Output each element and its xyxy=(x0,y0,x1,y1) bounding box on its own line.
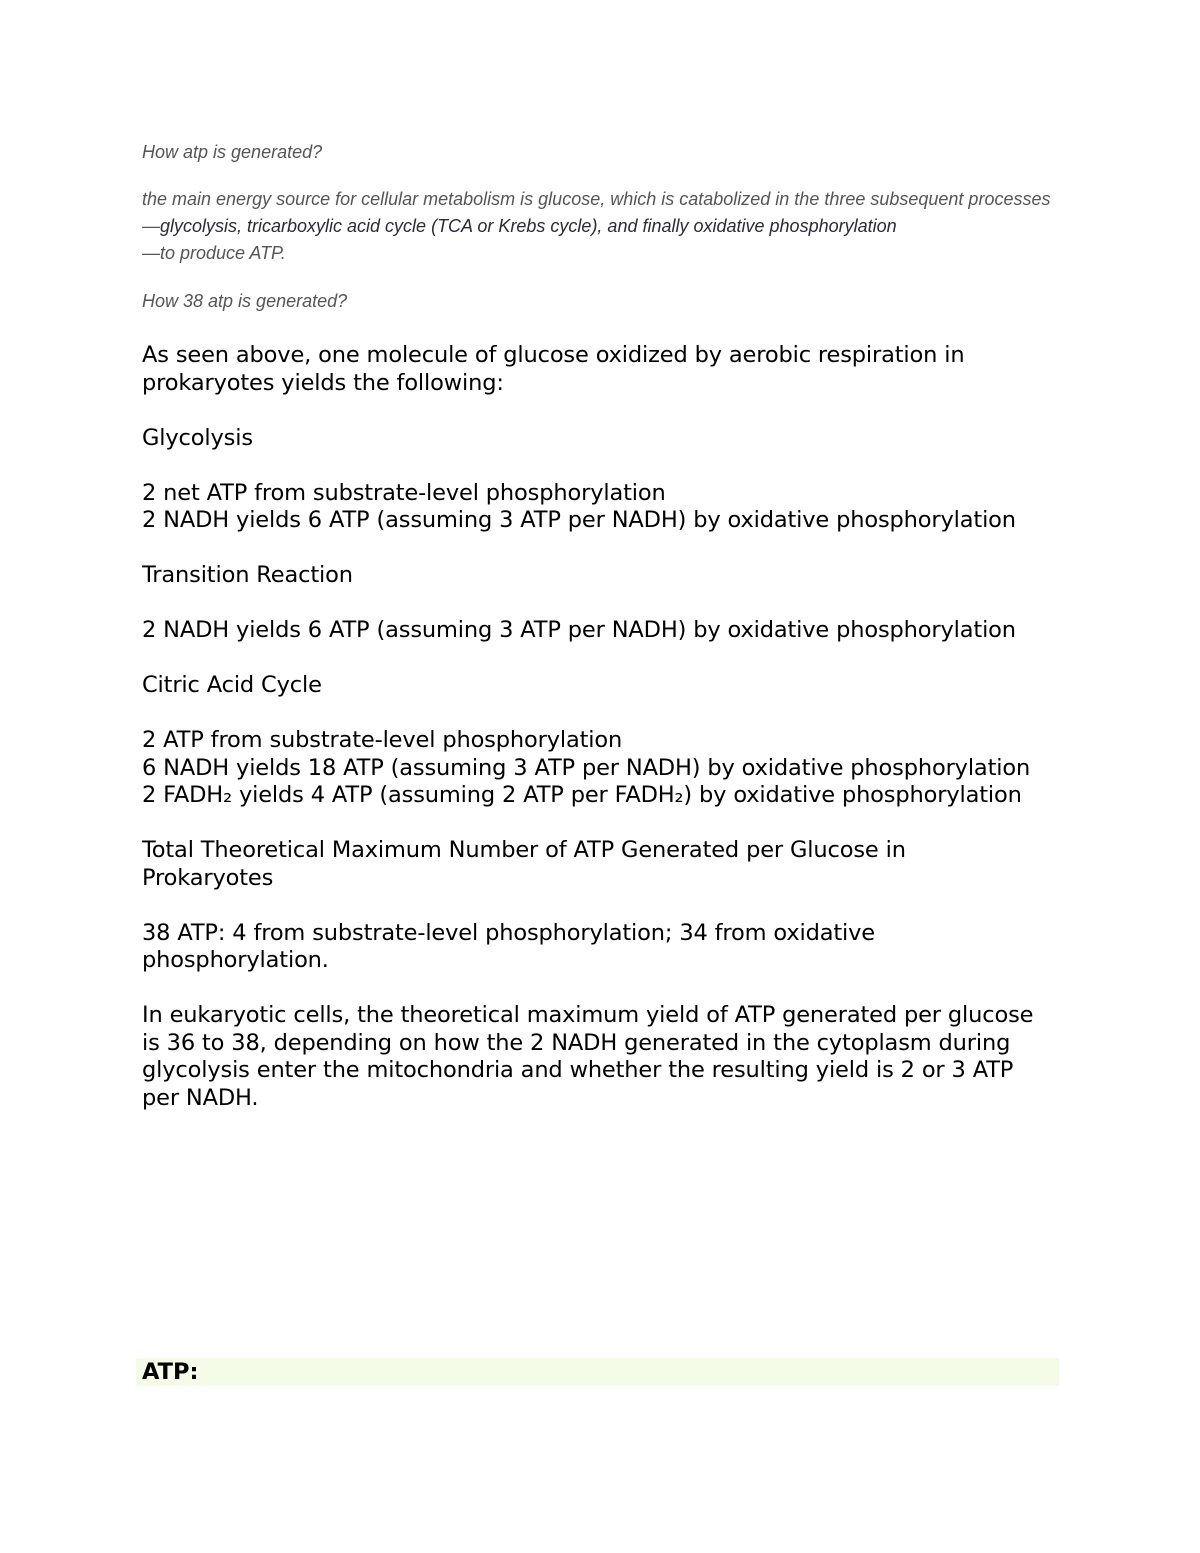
glycolysis-line-1: 2 net ATP from substrate-level phosphorylation xyxy=(142,479,666,506)
citric-block xyxy=(142,727,1042,810)
question-how-atp-generated: How atp is generated? xyxy=(142,142,323,162)
atp-label: ATP: xyxy=(142,1359,199,1385)
transition-heading: Transition Reaction xyxy=(142,562,353,588)
glycolysis-heading: Glycolysis xyxy=(142,424,253,451)
answer-part-2: glycolysis, tricarboxylic acid cycle (TCA or Krebs cycle), and finally oxidative phosphorylation xyxy=(160,216,897,236)
question-how-38-atp-generated: How 38 atp is generated? xyxy=(142,291,348,311)
eukaryotic-paragraph: In eukaryotic cells, the theoretical maximum yield of ATP generated per glucose is 36 to 38, depending on how the 2 NADH generated in the cytoplasm during glycolysis enter the mitochondria and whether the resulting yield is 2 or 3 ATP per NADH. xyxy=(142,1002,1034,1111)
main-body xyxy=(142,342,1042,1140)
citric-line-3: 2 FADH₂ yields 4 ATP (assuming 2 ATP per FADH₂) by oxidative phosphorylation xyxy=(142,782,1022,808)
glycolysis-block xyxy=(142,480,1042,535)
citric-line-2: 6 NADH yields 18 ATP (assuming 3 ATP per NADH) by oxidative phosphorylation xyxy=(142,754,1031,781)
answer-paragraph xyxy=(142,186,1057,267)
lead-paragraph: As seen above, one molecule of glucose oxidized by aerobic respiration in prokaryotes yields the following: xyxy=(142,342,965,396)
glycolysis-line-2: 2 NADH yields 6 ATP (assuming 3 ATP per NADH) by oxidative phosphorylation xyxy=(142,507,1016,533)
atp-highlight-bar xyxy=(136,1358,1059,1386)
citric-heading: Citric Acid Cycle xyxy=(142,672,322,698)
answer-part-1: the main energy source for cellular metabolism is glucose, which is catabolized in the three subsequent processes— xyxy=(142,189,1051,236)
answer-part-3: —to produce ATP. xyxy=(142,243,286,263)
total-heading: Total Theoretical Maximum Number of ATP Generated per Glucose in Prokaryotes xyxy=(142,837,906,891)
transition-line-1: 2 NADH yields 6 ATP (assuming 3 ATP per NADH) by oxidative phosphorylation xyxy=(142,617,1016,643)
citric-line-1: 2 ATP from substrate-level phosphorylation xyxy=(142,727,623,753)
transition-block xyxy=(142,617,1042,645)
total-line: 38 ATP: 4 from substrate-level phosphorylation; 34 from oxidative phosphorylation. xyxy=(142,919,876,973)
